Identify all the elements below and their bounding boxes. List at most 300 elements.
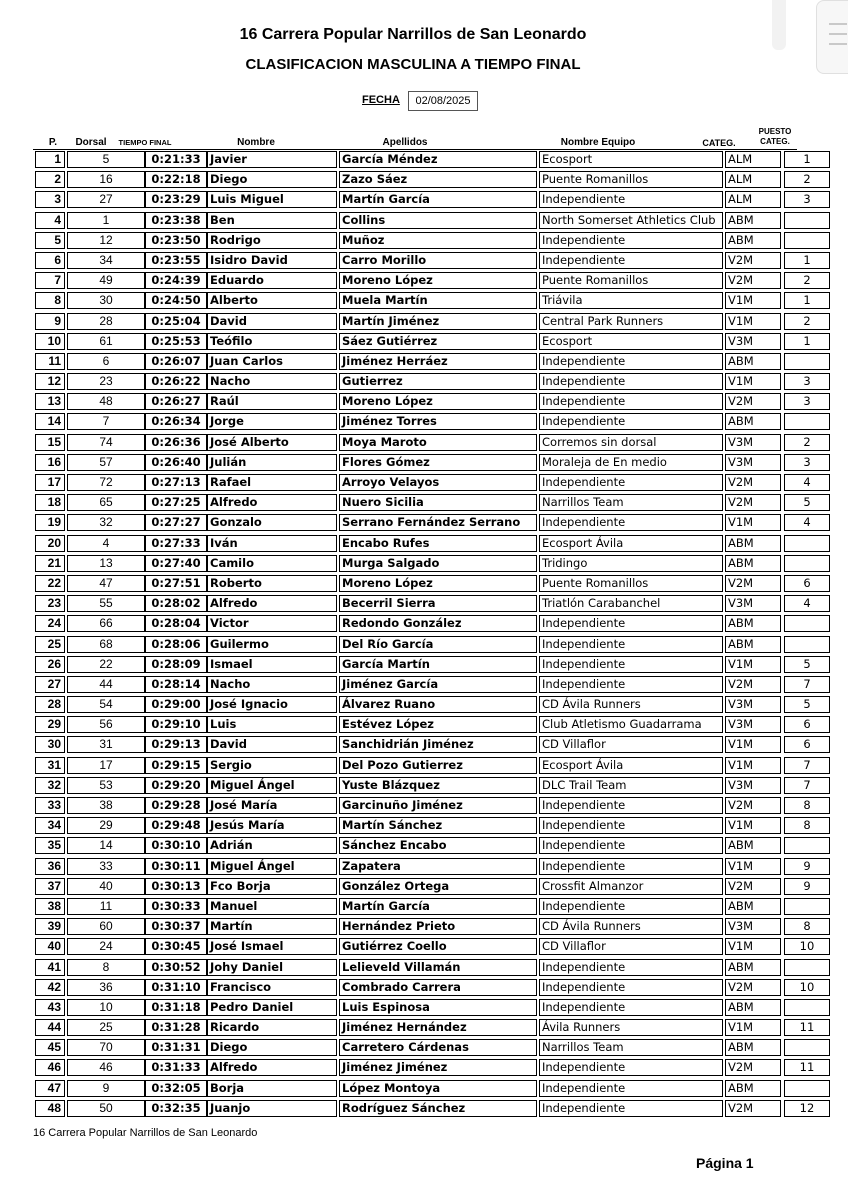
cell-equipo: CD Villaflor [539,736,723,753]
cell-tiempo: 0:30:13 [145,878,207,895]
cell-puesto-categ: 1 [784,292,830,309]
cell-equipo: Independiente [539,656,723,673]
cell-apellidos: Luis Espinosa [339,999,537,1016]
cell-nombre: Diego [207,1039,337,1056]
cell-tiempo: 0:23:50 [145,232,207,249]
cell-puesto-categ: 2 [784,313,830,330]
cell-dorsal: 40 [67,878,145,895]
cell-puesto-categ: 4 [784,514,830,531]
cell-position: 17 [35,474,65,491]
cell-dorsal: 12 [67,232,145,249]
cell-position: 33 [35,797,65,814]
table-row [33,433,811,453]
cell-equipo: Independiente [539,393,723,410]
cell-categ: V3M [725,696,781,713]
cell-puesto-categ [784,353,830,370]
cell-equipo: Moraleja de En medio [539,454,723,471]
cell-position: 30 [35,736,65,753]
cell-apellidos: Del Río García [339,636,537,653]
cell-categ: V1M [725,373,781,390]
cell-equipo: Independiente [539,1059,723,1076]
cell-apellidos: Rodríguez Sánchez [339,1100,537,1117]
cell-position: 8 [35,292,65,309]
cell-tiempo: 0:32:35 [145,1100,207,1117]
cell-dorsal: 16 [67,171,145,188]
cell-nombre: Martín [207,918,337,935]
cell-equipo: CD Ávila Runners [539,696,723,713]
cell-apellidos: Gutiérrez Coello [339,938,537,955]
cell-equipo: DLC Trail Team [539,777,723,794]
cell-nombre: Johy Daniel [207,959,337,976]
cell-apellidos: Martín García [339,191,537,208]
cell-tiempo: 0:23:38 [145,212,207,229]
cell-puesto-categ [784,555,830,572]
cell-puesto-categ: 8 [784,918,830,935]
cell-equipo: Triatlón Carabanchel [539,595,723,612]
cell-categ: V2M [725,252,781,269]
cell-nombre: Jorge [207,413,337,430]
cell-position: 6 [35,252,65,269]
cell-apellidos: Nuero Sicilia [339,494,537,511]
cell-categ: V3M [725,595,781,612]
cell-categ: V1M [725,1019,781,1036]
cell-puesto-categ [784,232,830,249]
cell-dorsal: 60 [67,918,145,935]
cell-tiempo: 0:29:00 [145,696,207,713]
cell-tiempo: 0:26:07 [145,353,207,370]
cell-tiempo: 0:31:10 [145,979,207,996]
cell-apellidos: Sánchez Encabo [339,837,537,854]
cell-dorsal: 8 [67,959,145,976]
cell-equipo: Independiente [539,817,723,834]
cell-position: 40 [35,938,65,955]
cell-categ: V1M [725,292,781,309]
cell-puesto-categ: 5 [784,696,830,713]
cell-equipo: Independiente [539,514,723,531]
table-row [33,513,811,533]
cell-equipo: Independiente [539,232,723,249]
cell-dorsal: 66 [67,615,145,632]
cell-position: 3 [35,191,65,208]
cell-apellidos: Collins [339,212,537,229]
table-row [33,291,811,311]
table-row [33,231,797,251]
cell-equipo: Puente Romanillos [539,272,723,289]
cell-nombre: Rodrigo [207,232,337,249]
cell-nombre: Juan Carlos [207,353,337,370]
table-row [33,534,797,554]
cell-equipo: Independiente [539,1080,723,1097]
cell-apellidos: Álvarez Ruano [339,696,537,713]
cell-equipo: Ecosport Ávila [539,535,723,552]
cell-nombre: Isidro David [207,252,337,269]
cell-categ: V1M [725,736,781,753]
cell-nombre: José Ignacio [207,696,337,713]
cell-dorsal: 23 [67,373,145,390]
table-row [33,493,811,513]
cell-dorsal: 24 [67,938,145,955]
cell-dorsal: 5 [67,151,145,168]
cell-apellidos: Arroyo Velayos [339,474,537,491]
table-row [33,655,811,675]
table-row [33,251,811,271]
cell-apellidos: Encabo Rufes [339,535,537,552]
table-row [33,1099,815,1119]
cell-apellidos: Hernández Prieto [339,918,537,935]
table-row [33,150,811,170]
cell-apellidos: Sáez Gutiérrez [339,333,537,350]
cell-tiempo: 0:27:51 [145,575,207,592]
cell-categ: V1M [725,858,781,875]
cell-apellidos: Becerril Sierra [339,595,537,612]
cell-equipo: CD Ávila Runners [539,918,723,935]
cell-apellidos: Lelieveld Villamán [339,959,537,976]
cell-dorsal: 6 [67,353,145,370]
cell-equipo: Independiente [539,191,723,208]
cell-position: 22 [35,575,65,592]
cell-puesto-categ: 5 [784,494,830,511]
cell-equipo: Puente Romanillos [539,575,723,592]
header-nombre: Nombre [237,137,275,148]
cell-equipo: Ecosport Ávila [539,757,723,774]
cell-equipo: Independiente [539,1100,723,1117]
cell-tiempo: 0:28:04 [145,615,207,632]
cell-apellidos: Jiménez García [339,676,537,693]
cell-dorsal: 68 [67,636,145,653]
cell-categ: V2M [725,676,781,693]
cell-categ: ABM [725,615,781,632]
table-row [33,271,811,291]
cell-tiempo: 0:28:14 [145,676,207,693]
cell-nombre: Iván [207,535,337,552]
cell-position: 10 [35,333,65,350]
cell-puesto-categ: 5 [784,656,830,673]
cell-position: 38 [35,898,65,915]
table-row [33,796,811,816]
cell-categ: ABM [725,212,781,229]
footer-event-name: 16 Carrera Popular Narrillos de San Leonardo [33,1127,258,1139]
header-pos: P. [48,137,58,148]
cell-tiempo: 0:24:50 [145,292,207,309]
cell-dorsal: 57 [67,454,145,471]
cell-nombre: Miguel Ángel [207,858,337,875]
table-row [33,776,811,796]
cell-dorsal: 55 [67,595,145,612]
cell-position: 32 [35,777,65,794]
cell-categ: V2M [725,979,781,996]
cell-dorsal: 17 [67,757,145,774]
cell-puesto-categ [784,1039,830,1056]
cell-dorsal: 44 [67,676,145,693]
cell-apellidos: Del Pozo Gutierrez [339,757,537,774]
table-row [33,1079,797,1099]
cell-apellidos: Moreno López [339,393,537,410]
cell-tiempo: 0:29:10 [145,716,207,733]
cell-position: 28 [35,696,65,713]
cell-apellidos: Murga Salgado [339,555,537,572]
cell-nombre: Adrián [207,837,337,854]
cell-categ: ABM [725,1039,781,1056]
cell-position: 42 [35,979,65,996]
cell-categ: ABM [725,898,781,915]
cell-tiempo: 0:31:33 [145,1059,207,1076]
table-row [33,897,797,917]
cell-position: 15 [35,434,65,451]
cell-nombre: Luis Miguel [207,191,337,208]
cell-equipo: Club Atletismo Guadarrama [539,716,723,733]
table-row [33,715,811,735]
cell-categ: V1M [725,817,781,834]
header-puesto-categ [749,127,801,147]
cell-equipo: Central Park Runners [539,313,723,330]
cell-position: 31 [35,757,65,774]
cell-dorsal: 36 [67,979,145,996]
table-row [33,614,797,634]
cell-puesto-categ: 8 [784,817,830,834]
cell-apellidos: Yuste Blázquez [339,777,537,794]
cell-nombre: Luis [207,716,337,733]
cell-apellidos: García Martín [339,656,537,673]
cell-nombre: Jesús María [207,817,337,834]
table-row [33,594,811,614]
cell-dorsal: 30 [67,292,145,309]
table-row [33,735,811,755]
cell-tiempo: 0:22:18 [145,171,207,188]
cell-position: 41 [35,959,65,976]
cell-categ: ALM [725,151,781,168]
cell-nombre: Victor [207,615,337,632]
fecha-label: FECHA [362,94,400,106]
cell-apellidos: Martín Jiménez [339,313,537,330]
cell-equipo: Independiente [539,959,723,976]
cell-nombre: Ismael [207,656,337,673]
cell-tiempo: 0:28:02 [145,595,207,612]
cell-tiempo: 0:26:34 [145,413,207,430]
cell-position: 37 [35,878,65,895]
cell-categ: V3M [725,918,781,935]
cell-nombre: Alfredo [207,1059,337,1076]
cell-equipo: Independiente [539,837,723,854]
cell-puesto-categ: 3 [784,454,830,471]
table-row [33,695,811,715]
cell-puesto-categ: 10 [784,979,830,996]
cell-tiempo: 0:31:31 [145,1039,207,1056]
cell-dorsal: 33 [67,858,145,875]
cell-dorsal: 27 [67,191,145,208]
cell-categ: V2M [725,878,781,895]
cell-dorsal: 7 [67,413,145,430]
cell-equipo: Independiente [539,898,723,915]
cell-tiempo: 0:23:55 [145,252,207,269]
cell-equipo: Independiente [539,676,723,693]
cell-position: 29 [35,716,65,733]
cell-apellidos: González Ortega [339,878,537,895]
cell-apellidos: López Montoya [339,1080,537,1097]
cell-dorsal: 28 [67,313,145,330]
table-row [33,453,811,473]
table-row [33,372,811,392]
cell-dorsal: 65 [67,494,145,511]
cell-puesto-categ [784,898,830,915]
cell-equipo: Independiente [539,999,723,1016]
cell-categ: ABM [725,232,781,249]
cell-categ: ALM [725,191,781,208]
cell-equipo: Independiente [539,858,723,875]
cell-tiempo: 0:24:39 [145,272,207,289]
table-row [33,170,811,190]
cell-dorsal: 50 [67,1100,145,1117]
cell-categ: V3M [725,434,781,451]
cell-dorsal: 31 [67,736,145,753]
cell-dorsal: 56 [67,716,145,733]
cell-puesto-categ: 9 [784,878,830,895]
cell-apellidos: Sanchidrián Jiménez [339,736,537,753]
cell-tiempo: 0:26:36 [145,434,207,451]
cell-equipo: Independiente [539,413,723,430]
table-row [33,877,811,897]
cell-dorsal: 10 [67,999,145,1016]
cell-categ: V2M [725,1100,781,1117]
cell-puesto-categ: 6 [784,575,830,592]
cell-tiempo: 0:30:10 [145,837,207,854]
cell-nombre: José Alberto [207,434,337,451]
cell-apellidos: Martín Sánchez [339,817,537,834]
cell-tiempo: 0:29:20 [145,777,207,794]
table-row [33,352,797,372]
document-subtitle: CLASIFICACION MASCULINA A TIEMPO FINAL [245,56,581,73]
cell-dorsal: 48 [67,393,145,410]
cell-dorsal: 13 [67,555,145,572]
cell-nombre: Juanjo [207,1100,337,1117]
cell-equipo: Independiente [539,474,723,491]
cell-equipo: Narrillos Team [539,494,723,511]
cell-dorsal: 70 [67,1039,145,1056]
cell-puesto-categ: 1 [784,252,830,269]
cell-apellidos: Redondo González [339,615,537,632]
cell-apellidos: Carro Morillo [339,252,537,269]
cell-puesto-categ [784,212,830,229]
cell-position: 7 [35,272,65,289]
cell-tiempo: 0:25:04 [145,313,207,330]
cell-categ: V2M [725,1059,781,1076]
cell-tiempo: 0:27:27 [145,514,207,531]
cell-tiempo: 0:26:27 [145,393,207,410]
cell-position: 14 [35,413,65,430]
cell-nombre: Manuel [207,898,337,915]
cell-apellidos: Combrado Carrera [339,979,537,996]
table-row [33,554,797,574]
cell-categ: ABM [725,413,781,430]
cell-nombre: Nacho [207,676,337,693]
cell-categ: V1M [725,757,781,774]
cell-puesto-categ: 1 [784,333,830,350]
header-tiempo: TIEMPO FINAL [118,138,172,147]
table-row [33,574,811,594]
cell-tiempo: 0:30:11 [145,858,207,875]
cell-puesto-categ: 3 [784,191,830,208]
cell-apellidos: Estévez López [339,716,537,733]
cell-nombre: Alfredo [207,494,337,511]
table-row [33,756,811,776]
cell-position: 19 [35,514,65,531]
cell-puesto-categ [784,959,830,976]
cell-categ: V2M [725,393,781,410]
cell-puesto-categ: 1 [784,151,830,168]
header-puesto-line1: PUESTO [758,127,792,136]
table-row [33,1018,815,1038]
cell-categ: V3M [725,716,781,733]
cell-tiempo: 0:30:52 [145,959,207,976]
cell-equipo: Ecosport [539,333,723,350]
cell-dorsal: 9 [67,1080,145,1097]
cell-position: 1 [35,151,65,168]
results-table [33,149,815,1119]
cell-dorsal: 61 [67,333,145,350]
cell-tiempo: 0:31:18 [145,999,207,1016]
cell-puesto-categ: 6 [784,736,830,753]
table-row [33,816,811,836]
cell-equipo: Independiente [539,636,723,653]
cell-position: 9 [35,313,65,330]
cell-equipo: CD Villaflor [539,938,723,955]
handle-bar [829,33,847,35]
header-dorsal: Dorsal [75,137,107,148]
cell-nombre: David [207,736,337,753]
cell-apellidos: Jiménez Jiménez [339,1059,537,1076]
footer-page-number: Página 1 [696,1155,754,1171]
cell-categ: V3M [725,454,781,471]
cell-categ: ABM [725,353,781,370]
cell-nombre: José María [207,797,337,814]
cell-position: 11 [35,353,65,370]
cell-nombre: Roberto [207,575,337,592]
cell-position: 46 [35,1059,65,1076]
table-row [33,675,811,695]
cell-equipo: Tridingo [539,555,723,572]
table-row [33,978,815,998]
cell-dorsal: 25 [67,1019,145,1036]
cell-puesto-categ: 6 [784,716,830,733]
table-row [33,1058,815,1078]
cell-nombre: Guilermo [207,636,337,653]
cell-categ: V1M [725,938,781,955]
cell-puesto-categ [784,615,830,632]
cell-position: 16 [35,454,65,471]
table-row [33,190,811,210]
cell-nombre: Raúl [207,393,337,410]
table-row [33,211,797,231]
cell-dorsal: 29 [67,817,145,834]
cell-equipo: Independiente [539,615,723,632]
cell-tiempo: 0:21:33 [145,151,207,168]
cell-equipo: Puente Romanillos [539,171,723,188]
cell-nombre: David [207,313,337,330]
cell-categ: V1M [725,313,781,330]
cell-position: 23 [35,595,65,612]
cell-categ: ABM [725,535,781,552]
cell-equipo: Triávila [539,292,723,309]
cell-equipo: Ecosport [539,151,723,168]
cell-puesto-categ [784,413,830,430]
cell-equipo: Narrillos Team [539,1039,723,1056]
cell-puesto-categ: 9 [784,858,830,875]
cell-nombre: Diego [207,171,337,188]
cell-categ: V2M [725,797,781,814]
cell-nombre: Julián [207,454,337,471]
cell-tiempo: 0:27:40 [145,555,207,572]
cell-puesto-categ: 7 [784,777,830,794]
cell-nombre: Camilo [207,555,337,572]
